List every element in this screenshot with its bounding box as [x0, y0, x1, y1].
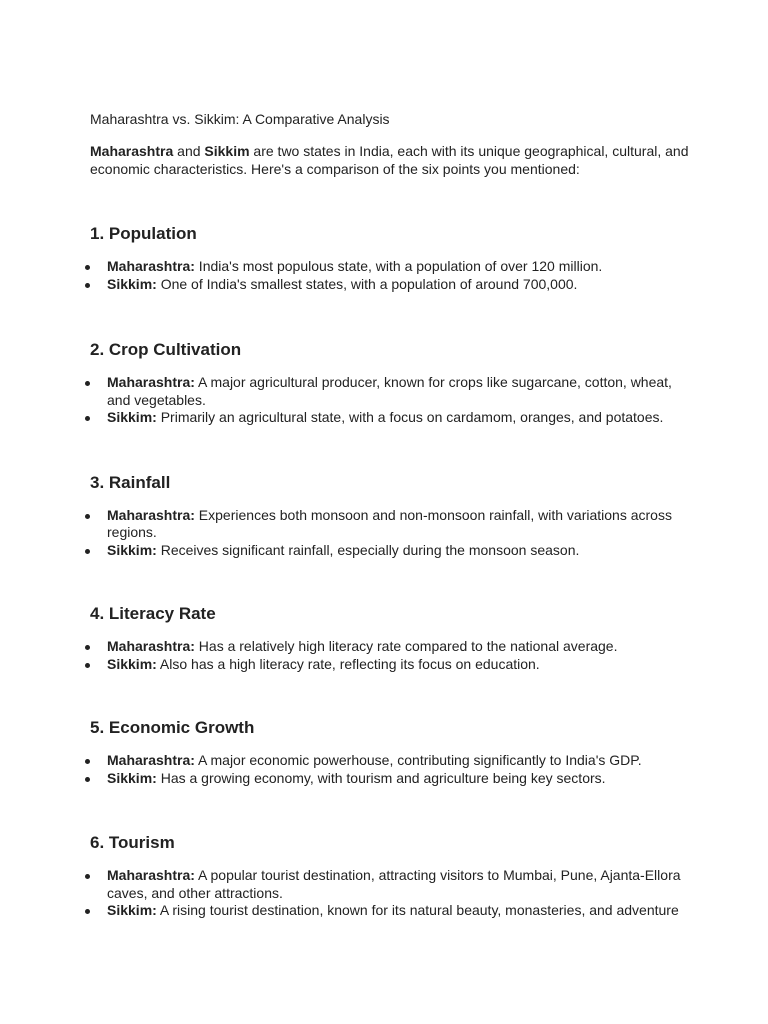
- list-item: [90, 542, 690, 560]
- document-title: Maharashtra vs. Sikkim: A Comparative Analysis: [90, 111, 390, 127]
- intro-state-maharashtra: Maharashtra: [90, 143, 174, 159]
- bullet-state-name: Maharashtra:: [107, 258, 195, 274]
- list-item: [90, 752, 690, 770]
- section-economic-growth: [90, 717, 690, 787]
- bullet-dot-icon: [85, 283, 90, 288]
- bullet-state-name: Maharashtra:: [107, 638, 195, 654]
- intro-state-sikkim: Sikkim: [204, 143, 250, 159]
- bullet-text: Primarily an agricultural state, with a focus on cardamom, oranges, and potatoes.: [156, 409, 664, 425]
- section-tourism: [90, 832, 690, 920]
- list-item: [90, 638, 690, 656]
- bullet-state-name: Sikkim:: [107, 275, 157, 292]
- list-item: [90, 258, 690, 276]
- section-heading: 2. Crop Cultivation: [90, 340, 242, 359]
- bullet-text: A popular tourist destination, attracting visitors to Mumbai, Pune, Ajanta-Ellora caves, and other attractions.: [107, 867, 681, 901]
- bullet-state-name: Sikkim:: [107, 409, 157, 425]
- bullet-text: A rising tourist destination, known for its natural beauty, monasteries, and adventure: [156, 902, 679, 918]
- list-item: [90, 409, 690, 427]
- bullet-list: [90, 507, 690, 560]
- list-item: [90, 276, 690, 294]
- bullet-dot-icon: [85, 416, 90, 421]
- list-item: [90, 374, 690, 409]
- bullet-state-name: Maharashtra:: [107, 752, 195, 768]
- bullet-list: [90, 867, 690, 920]
- bullet-dot-icon: [85, 663, 90, 668]
- bullet-state-name: Maharashtra:: [107, 867, 195, 883]
- bullet-dot-icon: [85, 549, 90, 554]
- bullet-list: [90, 638, 690, 673]
- bullet-dot-icon: [85, 645, 90, 650]
- section-literacy-rate: [90, 603, 690, 673]
- intro-connector: and: [173, 143, 205, 159]
- bullet-state-name: Maharashtra:: [107, 506, 195, 523]
- section-population: [90, 223, 690, 293]
- bullet-text: Also has a high literacy rate, reflecting its focus on education.: [156, 655, 540, 672]
- bullet-text: A major economic powerhouse, contributing significantly to India's GDP.: [194, 752, 642, 768]
- section-crop-cultivation: [90, 339, 690, 427]
- bullet-text: Has a growing economy, with tourism and agriculture being key sectors.: [156, 769, 606, 786]
- section-heading: 5. Economic Growth: [90, 718, 255, 737]
- bullet-dot-icon: [85, 265, 90, 270]
- bullet-text: One of India's smallest states, with a population of around 700,000.: [156, 275, 578, 292]
- list-item: [90, 867, 690, 902]
- section-rainfall: [90, 472, 690, 560]
- list-item: [90, 656, 690, 674]
- bullet-state-name: Sikkim:: [107, 541, 157, 558]
- bullet-dot-icon: [85, 777, 90, 782]
- bullet-state-name: Sikkim:: [107, 655, 157, 672]
- bullet-list: [90, 752, 690, 787]
- bullet-dot-icon: [85, 381, 90, 386]
- bullet-dot-icon: [85, 909, 90, 914]
- bullet-dot-icon: [85, 874, 90, 879]
- bullet-text: Has a relatively high literacy rate compared to the national average.: [194, 638, 618, 654]
- section-heading: 1. Population: [90, 224, 197, 243]
- bullet-text: A major agricultural producer, known for crops like sugarcane, cotton, wheat, and vegetables.: [107, 374, 672, 408]
- bullet-text: India's most populous state, with a population of over 120 million.: [194, 258, 603, 274]
- bullet-text: Experiences both monsoon and non-monsoon rainfall, with variations across regions.: [107, 506, 672, 540]
- bullet-list: [90, 258, 690, 293]
- bullet-dot-icon: [85, 514, 90, 519]
- bullet-state-name: Sikkim:: [107, 902, 157, 918]
- list-item: [90, 507, 690, 542]
- intro-paragraph: [90, 142, 690, 178]
- section-heading: 6. Tourism: [90, 833, 175, 852]
- section-heading: 4. Literacy Rate: [90, 604, 216, 623]
- section-heading: 3. Rainfall: [90, 472, 171, 492]
- document-page: [90, 110, 690, 920]
- list-item: [90, 902, 690, 920]
- intro-text: are two states in India, each with its unique geographical, cultural, and economic characteristics. Here's a comparison of the six points you mentioned:: [90, 143, 689, 177]
- bullet-state-name: Maharashtra:: [107, 374, 195, 390]
- bullet-dot-icon: [85, 759, 90, 764]
- bullet-list: [90, 374, 690, 427]
- bullet-text: Receives significant rainfall, especially during the monsoon season.: [156, 541, 580, 558]
- list-item: [90, 770, 690, 788]
- bullet-state-name: Sikkim:: [107, 769, 157, 786]
